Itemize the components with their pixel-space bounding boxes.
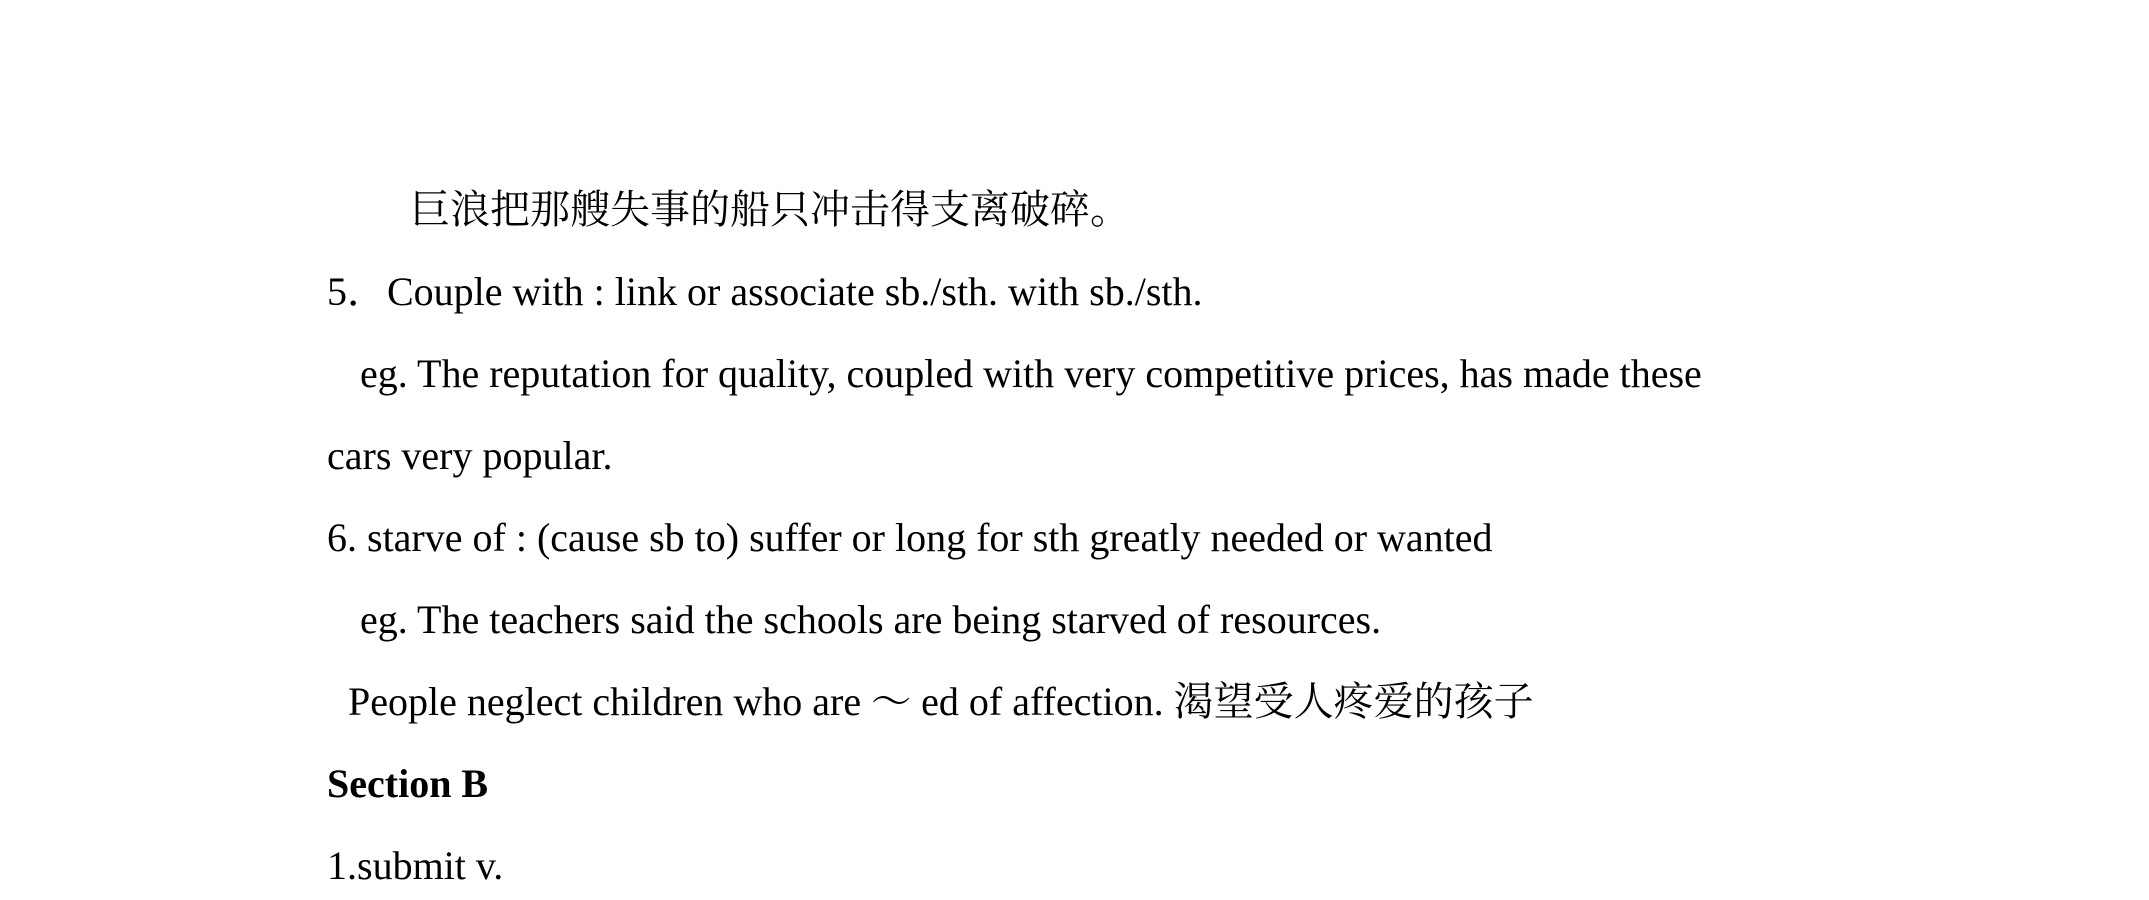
phrase-6-example: eg. The teachers said the schools are being starved of resources. — [360, 597, 1382, 642]
vocab-item-1: 1.submit v. — [327, 843, 504, 888]
phrase-5-example: eg. The reputation for quality, coupled with very competitive prices, has made these — [360, 351, 1702, 396]
phrase-6-example-2: People neglect children who are ～ ed of affection. 渴望受人疼爱的孩子 — [348, 679, 1534, 724]
chinese-translation-line: 巨浪把那艘失事的船只冲击得支离破碎。 — [410, 187, 1130, 232]
phrase-5-definition: 5．Couple with : link or associate sb./sth. with sb./sth. — [327, 269, 1203, 314]
phrase-6-definition: 6. starve of : (cause sb to) suffer or long for sth greatly needed or wanted — [327, 515, 1493, 560]
phrase-5-example-continued: cars very popular. — [327, 433, 613, 478]
section-heading: Section B — [327, 761, 489, 806]
